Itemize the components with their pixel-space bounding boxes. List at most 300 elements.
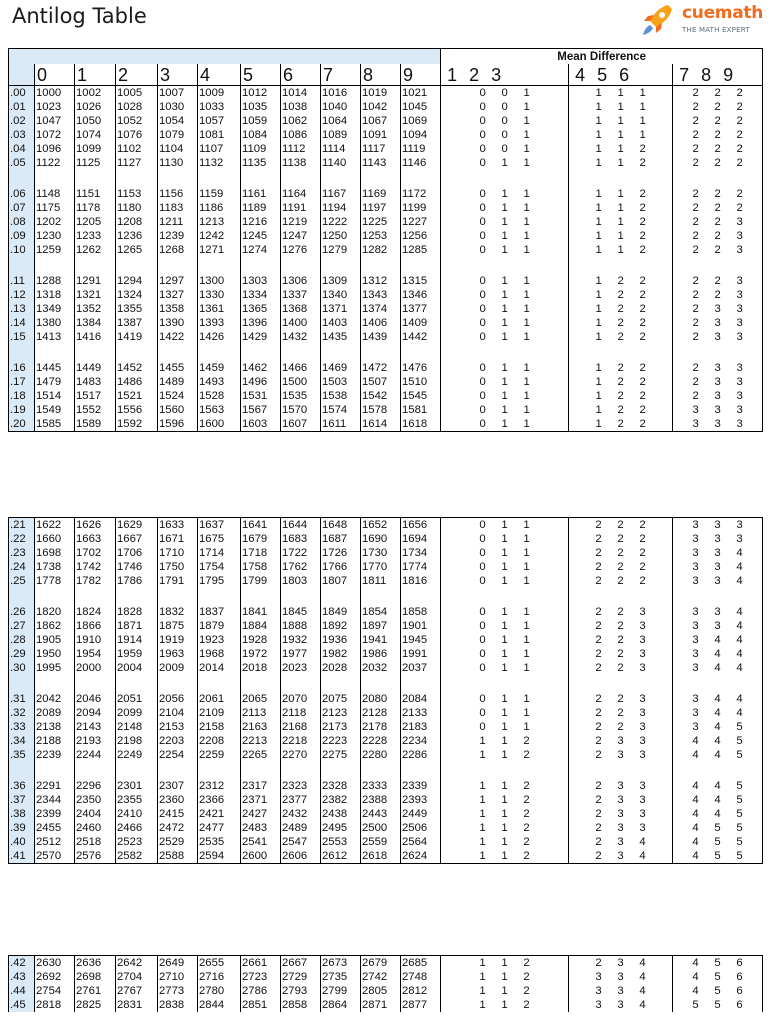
mean-diff-group-3: [673, 100, 763, 114]
mean-diff-value: 2: [617, 547, 624, 559]
antilog-value: 1422: [158, 330, 198, 344]
antilog-value: 2178: [361, 720, 401, 734]
spacer-cell: [569, 588, 673, 605]
antilog-value: 2080: [361, 692, 401, 706]
mean-diff-value: 1: [501, 999, 508, 1011]
antilog-value: 1138: [281, 156, 321, 170]
mean-diff-value: 1: [523, 376, 530, 388]
mean-diff-group-1: [441, 633, 569, 647]
antilog-value: 2388: [361, 793, 401, 807]
mean-diff-value: 2: [736, 157, 743, 169]
antilog-value: 1107: [198, 142, 241, 156]
mean-diff-value: 2: [692, 101, 699, 113]
mean-diff-value: 0: [501, 129, 508, 141]
antilog-value: 1393: [198, 316, 241, 330]
antilog-value: 1368: [281, 302, 321, 316]
mean-diff-value: 2: [692, 390, 699, 402]
mean-diff-group-1: [441, 389, 569, 403]
mean-diff-group-3: [673, 274, 763, 288]
mean-diff-value: 2: [617, 376, 624, 388]
antilog-value: 2786: [241, 984, 281, 998]
mean-diff-value: 5: [736, 822, 743, 834]
antilog-value: 1340: [321, 288, 361, 302]
antilog-value: 1858: [401, 605, 441, 619]
antilog-value: 1059: [241, 114, 281, 128]
spacer-cell: [401, 344, 441, 361]
spacer-cell: [569, 344, 673, 361]
antilog-value: 1618: [401, 417, 441, 432]
antilog-value: 1208: [116, 215, 158, 229]
row-key: .05: [9, 156, 35, 170]
mean-diff-group-1: [441, 835, 569, 849]
row-key: .18: [9, 389, 35, 403]
mean-diff-value: 2: [639, 418, 646, 430]
antilog-value: 2173: [321, 720, 361, 734]
mean-diff-value: 0: [479, 331, 486, 343]
antilog-value: 1849: [321, 605, 361, 619]
row-key: .38: [9, 807, 35, 821]
mean-diff-value: 4: [639, 850, 646, 862]
mean-diff-value: 2: [639, 547, 646, 559]
antilog-value: 1570: [281, 403, 321, 417]
antilog-value: 1271: [198, 243, 241, 257]
antilog-value: 2366: [198, 793, 241, 807]
mean-diff-value: 2: [617, 317, 624, 329]
antilog-value: 2032: [361, 661, 401, 675]
antilog-value: 1086: [281, 128, 321, 142]
table-row: [9, 748, 763, 762]
antilog-value: 1521: [116, 389, 158, 403]
antilog-value: 1172: [401, 187, 441, 201]
antilog-value: 1236: [116, 229, 158, 243]
antilog-value: 1089: [321, 128, 361, 142]
mean-diff-value: 2: [639, 143, 646, 155]
antilog-value: 1901: [401, 619, 441, 633]
antilog-value: 2104: [158, 706, 198, 720]
antilog-value: 1549: [35, 403, 75, 417]
row-key: .30: [9, 661, 35, 675]
antilog-value: 2148: [116, 720, 158, 734]
mean-diff-value: 0: [479, 188, 486, 200]
mean-diff-value: 1: [501, 648, 508, 660]
table-row: [9, 807, 763, 821]
mean-diff-value: 2: [595, 721, 602, 733]
antilog-value: 1986: [361, 647, 401, 661]
antilog-value: 2799: [321, 984, 361, 998]
spacer-cell: [441, 344, 569, 361]
antilog-value: 1592: [116, 417, 158, 432]
antilog-value: 2323: [281, 779, 321, 793]
spacer-cell: [401, 170, 441, 187]
group-spacer: [9, 762, 763, 779]
antilog-value: 1816: [401, 574, 441, 588]
mean-diff-value: 1: [595, 202, 602, 214]
antilog-value: 1455: [158, 361, 198, 375]
antilog-value: 1449: [75, 361, 116, 375]
mean-diff-value: 1: [595, 230, 602, 242]
antilog-value: 2754: [35, 984, 75, 998]
mean-diff-value: 3: [639, 620, 646, 632]
antilog-value: 1820: [35, 605, 75, 619]
mean-diff-value: 2: [639, 275, 646, 287]
spacer-cell: [441, 257, 569, 274]
antilog-value: 1560: [158, 403, 198, 417]
mean-diff-value: 3: [692, 547, 699, 559]
antilog-value: 2328: [321, 779, 361, 793]
mean-diff-value: 1: [595, 87, 602, 99]
row-key: .01: [9, 100, 35, 114]
group-spacer: [9, 588, 763, 605]
mean-diff-value: 1: [617, 157, 624, 169]
antilog-value: 2188: [35, 734, 75, 748]
antilog-value: 1007: [158, 86, 198, 101]
antilog-table-section-3: [8, 955, 763, 1012]
mean-diff-group-2: [569, 807, 673, 821]
antilog-value: 2773: [158, 984, 198, 998]
mean-diff-value: 3: [736, 418, 743, 430]
mean-diff-group-3: [673, 243, 763, 257]
mean-diff-value: 1: [523, 561, 530, 573]
mean-diff-value: 4: [736, 662, 743, 674]
mean-diff-value: 0: [501, 143, 508, 155]
mean-diff-value: 1: [501, 606, 508, 618]
mean-diff-value: 2: [523, 999, 530, 1011]
mean-diff-value: 2: [595, 836, 602, 848]
mean-diff-group-2: [569, 619, 673, 633]
mean-diff-value: 1: [523, 230, 530, 242]
antilog-value: 1233: [75, 229, 116, 243]
antilog-value: 1459: [198, 361, 241, 375]
antilog-value: 2291: [35, 779, 75, 793]
antilog-value: 1054: [158, 114, 198, 128]
row-key: .17: [9, 375, 35, 389]
mean-diff-value: 1: [595, 157, 602, 169]
mean-diff-value: 3: [714, 561, 721, 573]
antilog-value: 1130: [158, 156, 198, 170]
mean-diff-value: 2: [595, 808, 602, 820]
spacer-cell: [441, 762, 569, 779]
row-key: .21: [9, 518, 35, 533]
mean-diff-group-2: [569, 793, 673, 807]
mean-diff-group-1: [441, 647, 569, 661]
mean-diff-value: 4: [714, 693, 721, 705]
mean-diff-value: 3: [639, 749, 646, 761]
antilog-value: 1125: [75, 156, 116, 170]
mean-diff-value: 1: [479, 735, 486, 747]
mean-diff-value: 1: [501, 634, 508, 646]
antilog-value: 1387: [116, 316, 158, 330]
mean-diff-group-2: [569, 187, 673, 201]
mean-diff-value: 4: [714, 662, 721, 674]
mean-diff-value: 1: [523, 129, 530, 141]
mean-diff-group-1: [441, 532, 569, 546]
antilog-value: 1396: [241, 316, 281, 330]
table-row: [9, 956, 763, 971]
antilog-value: 1652: [361, 518, 401, 533]
antilog-value: 2084: [401, 692, 441, 706]
antilog-value: 1476: [401, 361, 441, 375]
brand-name: cuemath: [682, 3, 764, 23]
antilog-value: 1285: [401, 243, 441, 257]
mean-diff-value: 2: [617, 693, 624, 705]
mean-diff-value: 1: [501, 404, 508, 416]
antilog-value: 1538: [321, 389, 361, 403]
antilog-value: 1297: [158, 274, 198, 288]
spacer-cell: [158, 344, 198, 361]
mean-diff-group-1: [441, 201, 569, 215]
mean-diff-group-2: [569, 330, 673, 344]
antilog-value: 1159: [198, 187, 241, 201]
mean-diff-group-2: [569, 201, 673, 215]
antilog-value: 2018: [241, 661, 281, 675]
antilog-value: 1047: [35, 114, 75, 128]
spacer-cell: [569, 170, 673, 187]
spacer-cell: [241, 170, 281, 187]
spacer-cell: [198, 257, 241, 274]
mean-diff-group-1: [441, 156, 569, 170]
mean-diff-value: 3: [639, 662, 646, 674]
antilog-value: 1216: [241, 215, 281, 229]
row-key: .28: [9, 633, 35, 647]
mean-diff-value: 4: [736, 648, 743, 660]
mean-diff-group-1: [441, 546, 569, 560]
mean-diff-value: 0: [479, 620, 486, 632]
mean-diff-value: 2: [523, 808, 530, 820]
mean-diff-value: 2: [617, 289, 624, 301]
antilog-value: 2061: [198, 692, 241, 706]
antilog-value: 1122: [35, 156, 75, 170]
mean-diff-value: 0: [501, 87, 508, 99]
antilog-value: 1023: [35, 100, 75, 114]
spacer-cell: [198, 344, 241, 361]
mean-diff-value: 1: [523, 606, 530, 618]
antilog-value: 2193: [75, 734, 116, 748]
mean-difference-header: Mean Difference: [441, 49, 763, 65]
antilog-value: 2065: [241, 692, 281, 706]
antilog-value: 1069: [401, 114, 441, 128]
antilog-value: 1493: [198, 375, 241, 389]
antilog-value: 1690: [361, 532, 401, 546]
spacer-cell: [673, 344, 763, 361]
mean-diff-value: 3: [692, 634, 699, 646]
mean-diff-value: 3: [639, 606, 646, 618]
mean-diff-value: 6: [736, 971, 743, 983]
mean-diff-value: 2: [595, 662, 602, 674]
mean-diff-value: 0: [479, 244, 486, 256]
antilog-value: 1832: [158, 605, 198, 619]
mean-diff-group-1: [441, 86, 569, 101]
mean-diff-value: 2: [639, 404, 646, 416]
mean-diff-group-2: [569, 288, 673, 302]
antilog-value: 1413: [35, 330, 75, 344]
row-key: .13: [9, 302, 35, 316]
antilog-value: 2333: [361, 779, 401, 793]
mean-diff-value: 1: [595, 289, 602, 301]
antilog-value: 1542: [361, 389, 401, 403]
antilog-value: 1324: [116, 288, 158, 302]
group-spacer: [9, 170, 763, 187]
antilog-value: 2056: [158, 692, 198, 706]
antilog-value: 2692: [35, 970, 75, 984]
mean-diff-value: 2: [692, 188, 699, 200]
antilog-value: 2099: [116, 706, 158, 720]
col-header-4: 4: [198, 64, 241, 86]
antilog-value: 1637: [198, 518, 241, 533]
mean-diff-value: 1: [501, 390, 508, 402]
mean-diff-value: 3: [736, 317, 743, 329]
mean-diff-value: 3: [692, 620, 699, 632]
mean-diff-value: 4: [714, 780, 721, 792]
antilog-value: 1112: [281, 142, 321, 156]
antilog-value: 1923: [198, 633, 241, 647]
mean-diff-value: 4: [692, 850, 699, 862]
antilog-value: 1377: [401, 302, 441, 316]
mean-diff-value: 0: [479, 547, 486, 559]
mean-diff-value: 0: [479, 143, 486, 155]
mean-diff-value: 1: [501, 850, 508, 862]
mean-diff-value: 3: [617, 822, 624, 834]
col-header-7: 7: [321, 64, 361, 86]
mean-diff-value: 2: [639, 230, 646, 242]
mean-diff-value: 0: [479, 404, 486, 416]
antilog-value: 1318: [35, 288, 75, 302]
antilog-value: 1050: [75, 114, 116, 128]
mean-diff-value: 1: [523, 157, 530, 169]
antilog-value: 2630: [35, 956, 75, 971]
mean-diff-value: 3: [639, 634, 646, 646]
antilog-value: 1084: [241, 128, 281, 142]
antilog-value: 2742: [361, 970, 401, 984]
mean-diff-value: 1: [523, 404, 530, 416]
antilog-value: 2512: [35, 835, 75, 849]
antilog-value: 2023: [281, 661, 321, 675]
antilog-value: 1786: [116, 574, 158, 588]
antilog-value: 1714: [198, 546, 241, 560]
mean-diff-value: 2: [692, 317, 699, 329]
antilog-value: 1644: [281, 518, 321, 533]
mean-diff-value: 6: [736, 999, 743, 1011]
antilog-value: 1972: [241, 647, 281, 661]
row-key: .42: [9, 956, 35, 971]
antilog-value: 1019: [361, 86, 401, 101]
antilog-value: 1754: [198, 560, 241, 574]
mean-diff-value: 5: [736, 749, 743, 761]
mean-diff-group-2: [569, 389, 673, 403]
mean-diff-group-3: [673, 215, 763, 229]
row-key: .29: [9, 647, 35, 661]
spacer-cell: [35, 257, 75, 274]
antilog-value: 1035: [241, 100, 281, 114]
antilog-value: 1746: [116, 560, 158, 574]
mean-diff-value: 2: [617, 648, 624, 660]
mean-diff-group-2: [569, 821, 673, 835]
mean-diff-value: 3: [692, 662, 699, 674]
mean-diff-group-2: [569, 128, 673, 142]
antilog-value: 1091: [361, 128, 401, 142]
mean-diff-value: 2: [714, 202, 721, 214]
antilog-value: 2410: [116, 807, 158, 821]
antilog-value: 2028: [321, 661, 361, 675]
spacer-cell: [116, 170, 158, 187]
mean-diff-value: 1: [595, 216, 602, 228]
spacer-cell: [158, 762, 198, 779]
antilog-value: 1306: [281, 274, 321, 288]
mean-diff-group-2: [569, 720, 673, 734]
mean-diff-group-2: [569, 518, 673, 533]
antilog-value: 1486: [116, 375, 158, 389]
spacer-cell: [116, 588, 158, 605]
mean-diff-group-3: [673, 574, 763, 588]
md-col-header-2: 2: [469, 64, 480, 85]
mean-diff-group-2: [569, 605, 673, 619]
antilog-value: 2535: [198, 835, 241, 849]
antilog-value: 1726: [321, 546, 361, 560]
mean-diff-value: 4: [692, 794, 699, 806]
mean-diff-group-2: [569, 532, 673, 546]
antilog-value: 1563: [198, 403, 241, 417]
antilog-value: 2158: [198, 720, 241, 734]
mean-diff-value: 1: [523, 418, 530, 430]
table-row: [9, 619, 763, 633]
mean-diff-group-2: [569, 86, 673, 101]
mean-diff-value: 2: [617, 404, 624, 416]
table-row: [9, 998, 763, 1012]
mean-diff-group-3: [673, 835, 763, 849]
mean-diff-value: 2: [617, 418, 624, 430]
antilog-value: 2051: [116, 692, 158, 706]
mean-diff-value: 1: [595, 317, 602, 329]
mean-diff-value: 2: [714, 188, 721, 200]
antilog-value: 1337: [281, 288, 321, 302]
antilog-value: 1191: [281, 201, 321, 215]
antilog-value: 2871: [361, 998, 401, 1012]
mean-diff-value: 1: [617, 101, 624, 113]
mean-diff-value: 4: [736, 547, 743, 559]
antilog-value: 1496: [241, 375, 281, 389]
mean-diff-value: 4: [736, 606, 743, 618]
antilog-value: 1288: [35, 274, 75, 288]
mean-diff-value: 3: [639, 693, 646, 705]
mean-diff-value: 4: [639, 971, 646, 983]
mean-diff-group-3: [673, 288, 763, 302]
antilog-value: 1656: [401, 518, 441, 533]
mean-diff-value: 0: [479, 202, 486, 214]
mean-diff-value: 3: [595, 999, 602, 1011]
antilog-value: 1167: [321, 187, 361, 201]
antilog-value: 2812: [401, 984, 441, 998]
mean-diff-value: 2: [639, 376, 646, 388]
antilog-value: 2371: [241, 793, 281, 807]
mean-diff-value: 3: [639, 780, 646, 792]
mean-diff-value: 1: [523, 143, 530, 155]
mean-diff-value: 2: [595, 561, 602, 573]
md-col-header-6: 6: [619, 64, 630, 85]
mean-diff-value: 1: [479, 999, 486, 1011]
mean-diff-value: 3: [736, 303, 743, 315]
antilog-value: 1358: [158, 302, 198, 316]
antilog-value: 1042: [361, 100, 401, 114]
antilog-value: 1268: [158, 243, 198, 257]
antilog-value: 1222: [321, 215, 361, 229]
mean-diff-value: 1: [595, 376, 602, 388]
mean-diff-group-3: [673, 229, 763, 243]
table-row: [9, 229, 763, 243]
mean-diff-group-3: [673, 720, 763, 734]
mean-diff-group-1: [441, 661, 569, 675]
mean-diff-group-1: [441, 984, 569, 998]
spacer-cell: [9, 344, 35, 361]
antilog-value: 1954: [75, 647, 116, 661]
